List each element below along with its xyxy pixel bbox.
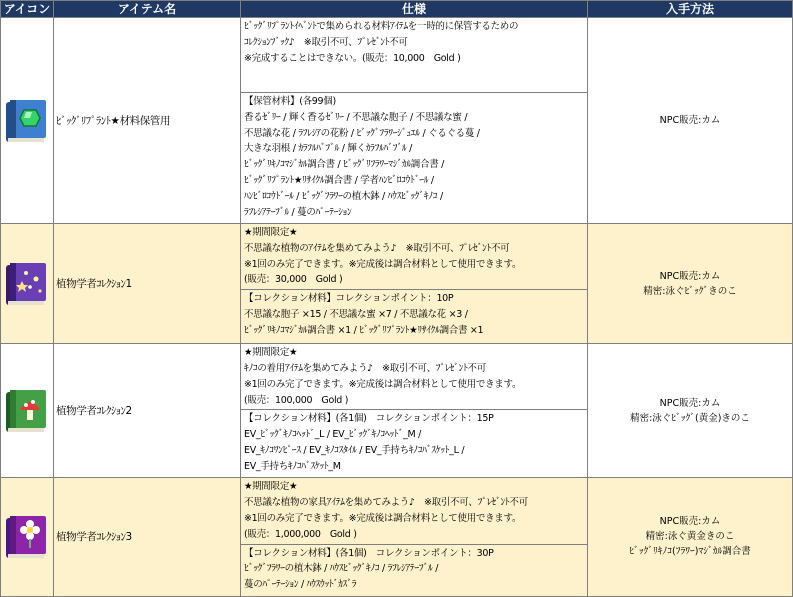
spec-line: ｺﾚｸｼｮﾝﾌﾞｯｸ♪ ※取引不可、ﾌﾟﾚｾﾞﾝﾄ不可 xyxy=(244,36,408,48)
spec-line: ﾋﾞｯｸﾞﾘﾌﾟﾗﾝﾄ★ﾘｻｲｸﾙ調合書 / 学者ﾊﾝﾋﾞﾛｺｳﾄﾞｰﾙ / xyxy=(244,174,434,186)
spec-line: (販売：1,000,000 Gold ) xyxy=(244,528,357,540)
item-name: 植物学者ｺﾚｸｼｮﾝ3 xyxy=(54,478,241,596)
spec-description xyxy=(241,18,588,93)
obtain-line: NPC販売:カム xyxy=(659,270,721,282)
spec-line: ※1回のみ完了できます。※完成後は調合材料として使用できます。 xyxy=(244,258,522,270)
obtain-line: NPC販売:カム xyxy=(659,516,721,528)
table-row xyxy=(1,344,793,410)
spec-line: ※1回のみ完了できます。※完成後は調合材料として使用できます。 xyxy=(244,378,522,390)
spec-line: 【コレクション材料】コレクションポイント：10P xyxy=(244,293,454,305)
spec-line: 【保管材料】(各99個) xyxy=(244,96,336,107)
spec-line: ｷﾉｺの着用ｱｲﾃﾑを集めてみよう♪ ※取引不可、ﾌﾟﾚｾﾞﾝﾄ不可 xyxy=(244,362,486,374)
purple-book-flower-icon xyxy=(2,512,52,562)
spec-line: (販売：100,000 Gold ) xyxy=(244,394,349,406)
spec-line: EV_ﾋﾞｯｸﾞｷﾉｺﾍｯﾄﾞ_L / EV_ﾋﾞｯｸﾞｷﾉｺﾍｯﾄﾞ_M / xyxy=(244,429,422,441)
spec-line: EV_ｷﾉｺﾜﾝﾋﾟｰｽ / EV_ｷﾉｺｽﾀｲﾙ / EV_手持ちｷﾉｺﾊﾞｽｹｯﾄ_L / xyxy=(244,444,465,456)
spec-line: ※1回のみ完了できます。※完成後は調合材料として使用できます。 xyxy=(244,512,522,524)
table-header-row xyxy=(1,1,793,18)
header-obtain-method: 入手方法 xyxy=(588,1,793,18)
green-book-mushroom-icon xyxy=(2,386,52,436)
item-name: 植物学者ｺﾚｸｼｮﾝ2 xyxy=(54,344,241,478)
icon-cell xyxy=(1,478,54,596)
spec-description xyxy=(241,478,588,544)
obtain-method xyxy=(588,344,793,478)
obtain-line: 精密:泳ぐﾋﾞｯｸﾞ(黄金)きのこ xyxy=(630,412,750,424)
table-row xyxy=(1,478,793,544)
spec-line: ※完成することはできない。(販売：10,000 Gold ) xyxy=(244,52,461,64)
spec-line: 大きな羽根 / ｶﾗﾌﾙﾊﾞﾌﾞﾙ / 輝くｶﾗﾌﾙﾊﾞﾌﾞﾙ / xyxy=(244,143,413,155)
spec-line: 不思議な植物のｱｲﾃﾑを集めてみよう♪ ※取引不可、ﾌﾟﾚｾﾞﾝﾄ不可 xyxy=(244,242,510,254)
spec-materials xyxy=(241,544,588,596)
spec-materials xyxy=(241,93,588,224)
obtain-line: 精密:泳ぐﾋﾞｯｸﾞきのこ xyxy=(643,285,737,297)
table-row xyxy=(1,18,793,93)
spec-line: ★期間限定★ xyxy=(244,347,298,359)
spec-line: 香るｾﾞﾘｰ / 輝く香るｾﾞﾘｰ / 不思議な胞子 / 不思議な蜜 / xyxy=(244,111,468,123)
spec-line: ﾋﾞｯｸﾞﾘｷﾉｺﾏｼﾞｶﾙ調合書 ×1 / ﾋﾞｯｸﾞﾘﾌﾟﾗﾝﾄ★ﾘｻｲｸﾙ調合書 ×1 xyxy=(244,324,484,336)
icon-cell xyxy=(1,18,54,224)
spec-line: (販売：30,000 Gold ) xyxy=(244,274,343,286)
icon-cell xyxy=(1,344,54,478)
spec-description xyxy=(241,224,588,290)
icon-cell xyxy=(1,224,54,344)
obtain-line: NPC販売:カム xyxy=(659,397,721,409)
purple-book-stars-icon xyxy=(2,259,52,309)
spec-line: 不思議な植物の家具ｱｲﾃﾑを集めてみよう♪ ※取引不可、ﾌﾟﾚｾﾞﾝﾄ不可 xyxy=(244,497,528,509)
spec-line: ★期間限定★ xyxy=(244,227,298,238)
obtain-line: ﾋﾞｯｸﾞﾘｷﾉｺ(ﾌﾗﾜｰ)ﾏｼﾞｶﾙ調合書 xyxy=(629,546,751,558)
spec-line: 不思議な胞子 ×15 / 不思議な蜜 ×7 / 不思議な花 ×3 / xyxy=(244,308,468,320)
obtain-line: NPC販売:カム xyxy=(659,115,721,126)
item-name: ﾋﾞｯｸﾞﾘﾌﾟﾗﾝﾄ★材料保管用 xyxy=(54,18,241,224)
item-name: 植物学者ｺﾚｸｼｮﾝ1 xyxy=(54,224,241,344)
spec-line: ﾋﾞｯｸﾞﾘｷﾉｺﾏｼﾞｶﾙ調合書 / ﾋﾞｯｸﾞﾘﾌﾗﾜｰﾏｼﾞｶﾙ調合書 / xyxy=(244,159,445,171)
header-icon: アイコン xyxy=(1,1,54,18)
blue-book-green-gem-icon xyxy=(2,96,52,146)
header-spec: 仕様 xyxy=(241,1,588,18)
spec-description xyxy=(241,344,588,410)
header-item-name: アイテム名 xyxy=(54,1,241,18)
spec-line: ﾋﾞｯｸﾞﾌﾗﾜｰの植木鉢 / ﾊｳｽﾋﾞｯｸﾞｷﾉｺ / ﾗﾌﾚｼｱﾃｰﾌﾞﾙ / xyxy=(244,563,439,575)
table-row xyxy=(1,224,793,290)
spec-materials xyxy=(241,410,588,478)
spec-line: ﾊﾝﾋﾞﾛｺｳﾄﾞｰﾙ / ﾋﾞｯｸﾞﾌﾗﾜｰの植木鉢 / ﾊｳｽﾋﾞｯｸﾞｷﾉｺ / xyxy=(244,190,443,202)
spec-materials xyxy=(241,290,588,344)
spec-line: ★期間限定★ xyxy=(244,481,298,493)
spec-line: EV_手持ちｷﾉｺﾊﾞｽｹｯﾄ_M xyxy=(244,460,341,472)
obtain-method xyxy=(588,18,793,224)
spec-line: 不思議な花 / ﾗﾌﾚｼｱの花粉 / ﾋﾞｯｸﾞﾌﾗﾜｰｼﾞｭｴﾙ / ぐるぐる蔓 / xyxy=(244,127,480,139)
obtain-method xyxy=(588,478,793,596)
spec-line: ﾗﾌﾚｼｱﾃｰﾌﾞﾙ / 蔓のﾊﾟｰﾃｰｼｮﾝ xyxy=(244,206,352,218)
spec-line: ﾋﾞｯｸﾞﾘﾌﾟﾗﾝﾄｲﾍﾞﾝﾄで集められる材料ｱｲﾃﾑを一時的に保管するための xyxy=(244,21,519,32)
spec-line: 【コレクション材料】(各1個) コレクションポイント：15P xyxy=(244,413,494,425)
spec-line: 蔓のﾊﾟｰﾃｰｼｮﾝ / ﾊｳｽｳｯﾄﾞｶｽﾞﾗ xyxy=(244,579,357,591)
spec-line: 【コレクション材料】(各1個) コレクションポイント：30P xyxy=(244,547,494,559)
obtain-line: 精密:泳ぐ黄金きのこ xyxy=(645,531,735,543)
obtain-method xyxy=(588,224,793,344)
